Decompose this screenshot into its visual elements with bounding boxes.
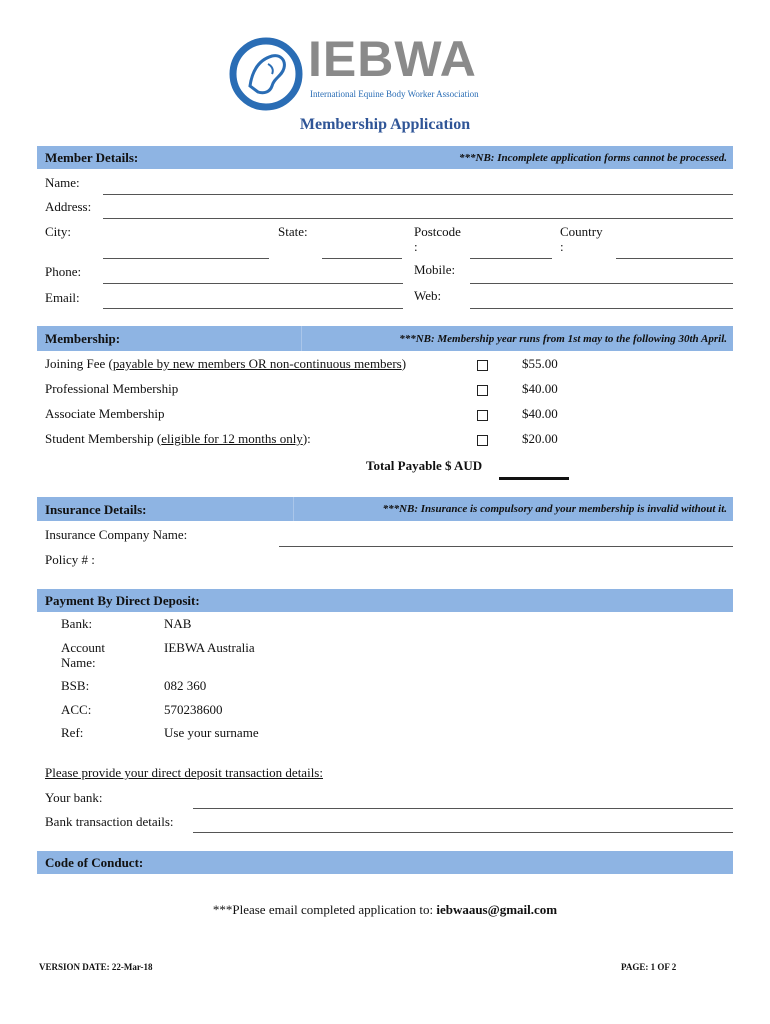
student-price: $20.00 bbox=[522, 431, 558, 446]
membership-heading: Membership: bbox=[45, 331, 121, 346]
name-label: Name: bbox=[45, 175, 80, 190]
logo-subtitle: International Equine Body Worker Association bbox=[310, 89, 479, 99]
postcode-field[interactable] bbox=[470, 258, 552, 259]
student-checkbox[interactable] bbox=[477, 435, 488, 446]
member-details-note: ***NB: Incomplete application forms cannot be processed. bbox=[459, 152, 727, 164]
payment-heading: Payment By Direct Deposit: bbox=[45, 593, 200, 608]
bank-label: Bank: bbox=[61, 616, 93, 631]
country-colon: : bbox=[560, 239, 564, 254]
address-label: Address: bbox=[45, 199, 92, 214]
membership-divider bbox=[301, 326, 302, 351]
country-label: Country bbox=[560, 224, 603, 239]
page-title: Membership Application bbox=[299, 116, 471, 133]
insurance-company-field[interactable] bbox=[279, 546, 733, 547]
version-date: VERSION DATE: 22-Mar-18 bbox=[39, 962, 153, 972]
transaction-field[interactable] bbox=[193, 832, 733, 833]
membership-note: ***NB: Membership year runs from 1st may to the following 30th April. bbox=[399, 333, 727, 345]
transaction-label: Bank transaction details: bbox=[45, 814, 174, 829]
insurance-header bbox=[37, 497, 733, 521]
email-field[interactable] bbox=[103, 308, 403, 309]
postcode-label: Postcode bbox=[414, 224, 461, 239]
membership-item: Joining Fee (payable by new members OR non-continuous members) bbox=[45, 356, 407, 371]
membership-item: Professional Membership bbox=[45, 381, 179, 396]
insurance-heading: Insurance Details: bbox=[45, 502, 147, 517]
insurance-divider bbox=[293, 497, 294, 521]
bank-value: NAB bbox=[164, 616, 192, 631]
insurance-company-label: Insurance Company Name: bbox=[45, 527, 188, 542]
total-payable-field[interactable] bbox=[499, 477, 569, 480]
membership-item: Student Membership (eligible for 12 months only): bbox=[45, 431, 311, 446]
phone-label: Phone: bbox=[45, 264, 82, 279]
email-label: Email: bbox=[45, 290, 80, 305]
bsb-value: 082 360 bbox=[164, 678, 207, 693]
your-bank-label: Your bank: bbox=[45, 790, 103, 805]
city-label: City: bbox=[45, 224, 72, 239]
membership-header bbox=[37, 326, 733, 351]
provide-details-label: Please provide your direct deposit transaction details: bbox=[45, 765, 323, 780]
web-field[interactable] bbox=[470, 308, 733, 309]
name-field[interactable] bbox=[103, 194, 733, 195]
your-bank-field[interactable] bbox=[193, 808, 733, 809]
logo bbox=[228, 31, 518, 111]
policy-label: Policy # : bbox=[45, 552, 95, 567]
joining-fee-price: $55.00 bbox=[522, 356, 558, 371]
professional-price: $40.00 bbox=[522, 381, 558, 396]
acc-label: ACC: bbox=[61, 702, 92, 717]
member-details-header bbox=[37, 146, 733, 169]
associate-price: $40.00 bbox=[522, 406, 558, 421]
account-name-label: Account Name: bbox=[61, 640, 106, 670]
insurance-note: ***NB: Insurance is compulsory and your membership is invalid without it. bbox=[382, 503, 727, 515]
ref-value: Use your surname bbox=[164, 725, 259, 740]
contact-email[interactable]: iebwaaus@gmail.com bbox=[436, 902, 558, 917]
membership-item: Associate Membership bbox=[45, 406, 165, 421]
logo-text: IEBWA bbox=[308, 31, 477, 87]
account-name-value: IEBWA Australia bbox=[164, 640, 255, 655]
address-field[interactable] bbox=[103, 218, 733, 219]
payment-header bbox=[37, 589, 733, 612]
conduct-heading: Code of Conduct: bbox=[45, 855, 144, 870]
mobile-field[interactable] bbox=[470, 283, 733, 284]
email-note: ***Please email completed application to: iebwaaus@gmail.com bbox=[212, 902, 558, 917]
total-payable-label: Total Payable $ AUD bbox=[366, 458, 483, 473]
web-label: Web: bbox=[414, 288, 442, 303]
state-field[interactable] bbox=[322, 258, 402, 259]
professional-checkbox[interactable] bbox=[477, 385, 488, 396]
postcode-colon: : bbox=[414, 239, 418, 254]
phone-field[interactable] bbox=[103, 283, 403, 284]
ref-label: Ref: bbox=[61, 725, 84, 740]
city-field[interactable] bbox=[103, 258, 269, 259]
country-field[interactable] bbox=[616, 258, 733, 259]
associate-checkbox[interactable] bbox=[477, 410, 488, 421]
member-details-heading: Member Details: bbox=[45, 150, 139, 165]
acc-value: 570238600 bbox=[164, 702, 223, 717]
conduct-header bbox=[37, 851, 733, 874]
state-label: State: bbox=[278, 224, 308, 239]
page-number: PAGE: 1 OF 2 bbox=[621, 962, 677, 972]
mobile-label: Mobile: bbox=[414, 262, 456, 277]
bsb-label: BSB: bbox=[61, 678, 90, 693]
joining-fee-checkbox[interactable] bbox=[477, 360, 488, 371]
horse-head-circle-icon bbox=[228, 36, 304, 112]
